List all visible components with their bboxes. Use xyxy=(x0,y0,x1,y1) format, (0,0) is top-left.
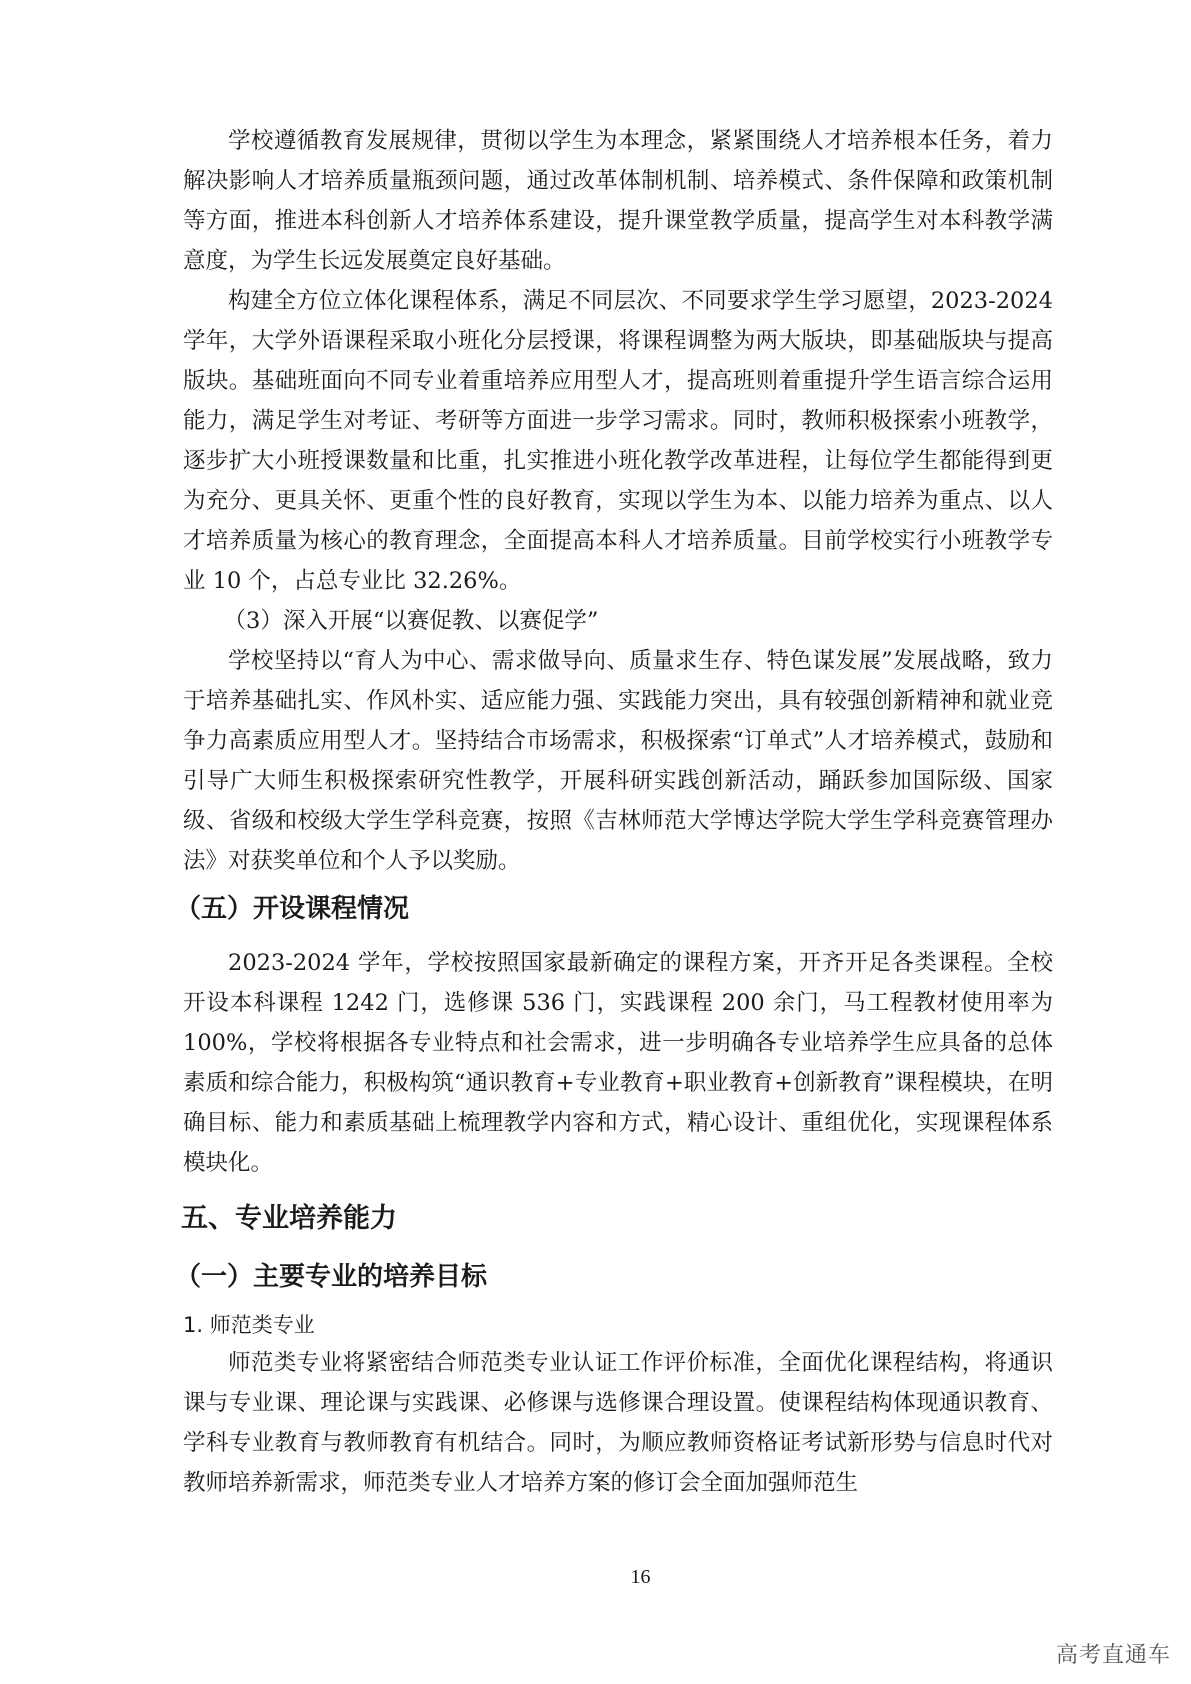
paragraph-reform: 学校遵循教育发展规律，贯彻以学生为本理念，紧紧围绕人才培养根本任务，着力解决影响人才培养质量瓶颈问题，通过改革体制机制、培养模式、条件保障和政策机制等方面，推进本科创新人才培养体系建设，提升课堂教学质量，提高学生对本科教学满意度，为学生长远发展奠定良好基础。 xyxy=(183,128,1053,274)
watermark: 高考直通车 xyxy=(1055,1643,1171,1668)
paragraph-curriculum-system: 构建全方位立体化课程体系，满足不同层次、不同要求学生学习愿望，2023-2024学年，大学外语课程采取小班化分层授课，将课程调整为两大版块，即基础版块与提高版块。基础班面向不同专业着重培养应用型人才，提高班则着重提升学生语言综合运用能力，满足学生对考证、考研等方面进一步学习需求。同时，教师积极探索小班教学，逐步扩大小班授课数量和比重，扎实推进小班化教学改革进程，让每位学生都能得到更为充分、更具关怀、更重个性的良好教育，实现以学生为本、以能力培养为重点、以人才培养质量为核心的教育理念，全面提高本科人才培养质量。目前学校实行小班教学专业 10 个，占总专业比 32.26%。 xyxy=(183,288,1053,594)
heading-training-goals: （一）主要专业的培养目标 xyxy=(175,1262,488,1292)
page-number: 16 xyxy=(630,1566,651,1588)
heading-professional-training: 五、专业培养能力 xyxy=(181,1203,397,1234)
paragraph-normal-majors: 师范类专业将紧密结合师范类专业认证工作评价标准，全面优化课程结构，将通识课与专业课、理论课与实践课、必修课与选修课合理设置。使课程结构体现通识教育、学科专业教育与教师教育有机结合。同时，为顺应教师资格证考试新形势与信息时代对教师培养新需求，师范类专业人才培养方案的修订会全面加强师范生 xyxy=(183,1350,1053,1496)
sub-item-contest: （3）深入开展“以赛促教、以赛促学” xyxy=(223,608,599,634)
paragraph-contest: 学校坚持以“育人为中心、需求做导向、质量求生存、特色谋发展”发展战略，致力于培养基础扎实、作风朴实、适应能力强、实践能力突出，具有较强创新精神和就业竞争力高素质应用型人才。坚持结合市场需求，积极探索“订单式”人才培养模式，鼓励和引导广大师生积极探索研究性教学，开展科研实践创新活动，踊跃参加国际级、国家级、省级和校级大学生学科竞赛，按照《吉林师范大学博达学院大学生学科竞赛管理办法》对获奖单位和个人予以奖励。 xyxy=(183,648,1053,874)
paragraph-courses: 2023-2024 学年，学校按照国家最新确定的课程方案，开齐开足各类课程。全校开设本科课程 1242 门，选修课 536 门，实践课程 200 余门，马工程教材使用率为100%，学校将根据各专业特点和社会需求，进一步明确各专业培养学生应具备的总体素质和综合能力，积极构筑“通识教育+专业教育+职业教育+创新教育”课程模块，在明确目标、能力和素质基础上梳理教学内容和方式，精心设计、重组优化，实现课程体系模块化。 xyxy=(183,950,1053,1176)
heading-courses: （五）开设课程情况 xyxy=(175,894,410,924)
document-body xyxy=(175,121,1053,1503)
heading-normal-majors: 1. 师范类专业 xyxy=(183,1313,315,1337)
